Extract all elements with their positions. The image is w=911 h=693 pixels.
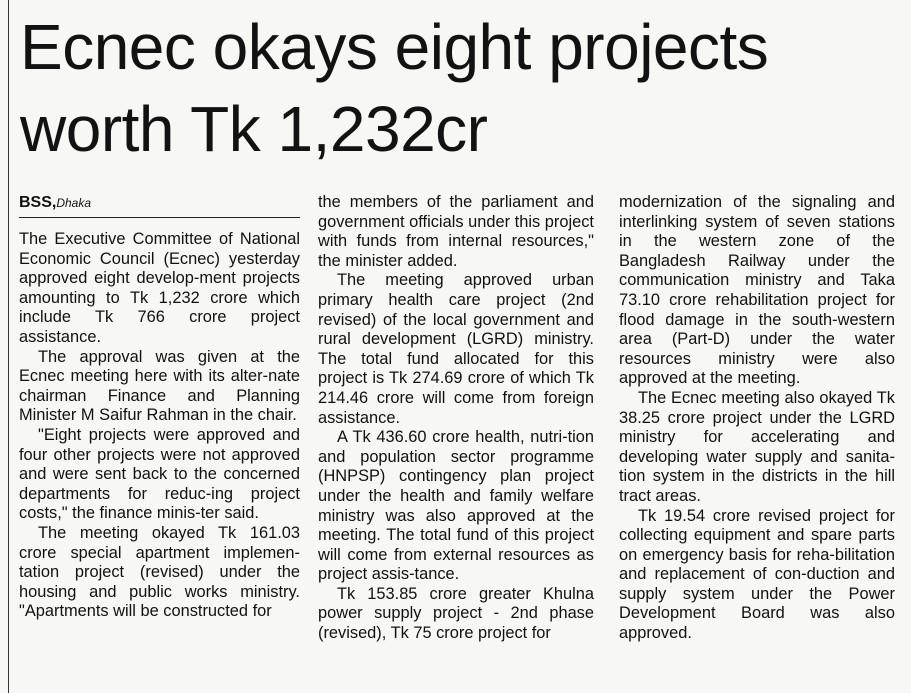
paragraph: The meeting approved urban primary health care project (2nd revised) of the local government and rural development (LGRD) ministry. The total fund allocated for this project is Tk 274.69 crore of which Tk 214.46 crore will come from foreign assistance. [318,271,594,427]
column-rule [8,0,9,693]
paragraph: The Executive Committee of National Economic Council (Ecnec) yesterday approved eight develop-ment projects amounting to Tk 1,232 crore which include Tk 766 crore project assistance. [19,230,300,346]
article-column-3 [619,193,895,644]
paragraph: The meeting okayed Tk 161.03 crore special apartment implemen-tation project (revised) under the housing and public works ministry. "Apartments will be constructed for [19,523,300,621]
byline [19,193,300,218]
byline-source: BSS, [19,194,57,211]
paragraph: Tk 153.85 crore greater Khulna power supply project - 2nd phase (revised), Tk 75 crore project for [318,584,594,643]
byline-place: Dhaka [56,196,92,210]
paragraph: The Ecnec meeting also okayed Tk 38.25 crore project under the LGRD ministry for accelerating and developing water supply and sanita-tion system in the districts in the hill tract areas. [619,388,895,505]
paragraph: Tk 19.54 crore revised project for collecting equipment and spare parts on emergency basis for reha-bilitation and replacement of con-duction and supply system under the Power Development Board was also approved. [619,506,895,643]
paragraph: the members of the parliament and government officials under this project with funds from internal resources," the minister added. [318,193,594,270]
article-column-1 [19,193,300,622]
paragraph: The approval was given at the Ecnec meeting here with its alter-nate chairman Finance and Planning Minister M Saifur Rahman in the chair. [19,347,300,425]
paragraph: A Tk 436.60 crore health, nutri-tion and population sector programme (HNPSP) contingency plan project under the health and family welfare ministry was also approved at the meeting. The total fund of this project will come from external resources as project assis-tance. [318,428,594,584]
paragraph: "Eight projects were approved and four other projects were not approved and were sent back to the concerned departments for reduc-ing project costs," the finance minis-ter said. [19,425,300,523]
paragraph: modernization of the signaling and interlinking system of seven stations in the western zone of the Bangladesh Railway under the communication ministry and Taka 73.10 crore rehabilitation project for flood damage in the south-western area (Part-D) under the water resources ministry were also approved at the meeting. [619,193,895,388]
article-column-2 [318,193,594,644]
headline: Ecnec okays eight projects worth Tk 1,232cr [20,11,769,165]
